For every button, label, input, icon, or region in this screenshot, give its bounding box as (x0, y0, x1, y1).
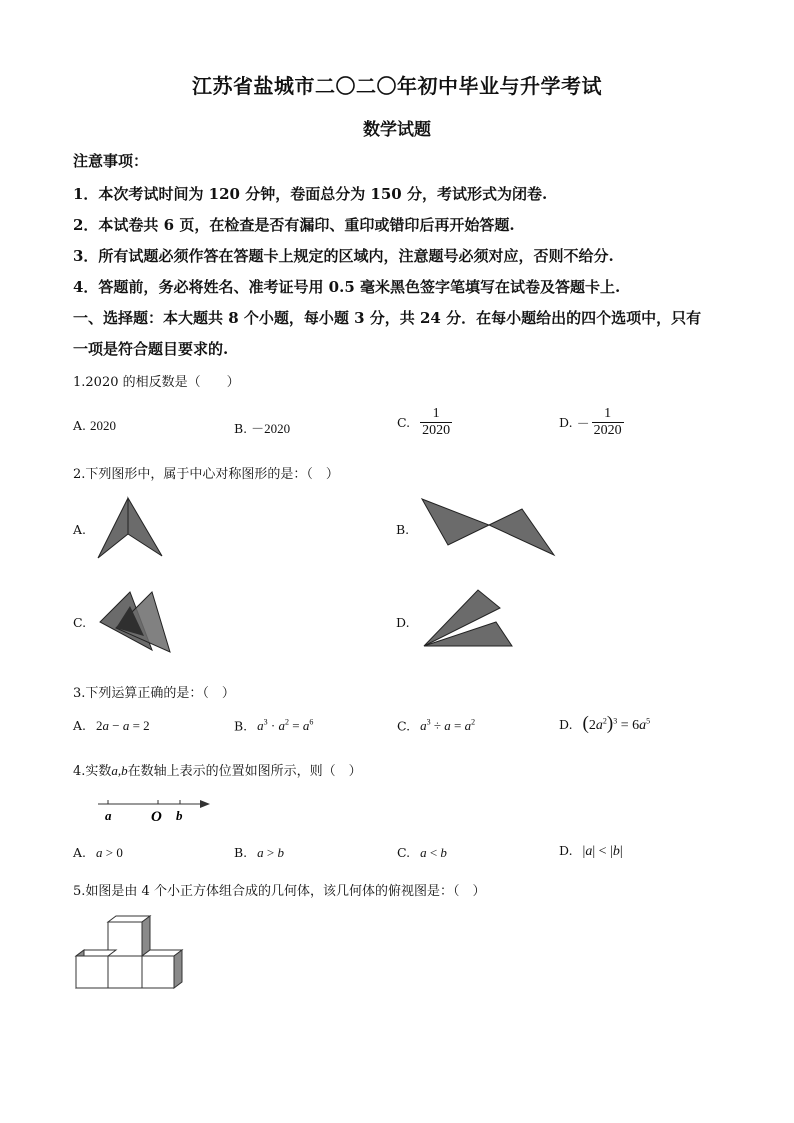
label-b: b (176, 808, 183, 823)
fraction (420, 406, 452, 439)
number-line (96, 796, 216, 826)
q4-option-c[interactable] (397, 845, 447, 861)
arrow-shape (128, 498, 162, 556)
option-math: 2a − a = 2 (96, 718, 150, 733)
q4-option-b[interactable] (234, 845, 284, 861)
option-text: －2020 (251, 421, 291, 436)
option-label: A. (73, 418, 87, 433)
note-item: 3．所有试题必须作答在答题卡上规定的区域内，注意题号必须对应，否则不给分. (73, 247, 614, 265)
exam-title: 江苏省盐城市二〇二〇年初中毕业与升学考试 (192, 74, 602, 98)
stem-suffix: 在数轴上表示的位置如图所示，则（ ） (127, 764, 362, 779)
q2-figure-b (420, 497, 558, 557)
option-math: a > 0 (96, 845, 123, 860)
option-math: $a^3 \cdot a^2 = a^6$ (257, 718, 314, 734)
q2-option-c-label[interactable]: C. (73, 615, 87, 630)
option-label: B. (234, 718, 248, 734)
option-label: B. (234, 845, 248, 860)
question-5-stem: 5.如图是由 4 个小正方体组合成的几何体，该几何体的俯视图是：（ ） (73, 884, 486, 899)
stem-prefix: 4.实数 (73, 764, 112, 779)
q1-option-a[interactable] (73, 418, 116, 434)
exam-subtitle: 数学试题 (363, 120, 431, 140)
q3-option-b[interactable] (234, 718, 313, 734)
q1-option-b[interactable] (234, 418, 290, 437)
q2-option-a-label[interactable]: A. (73, 522, 87, 537)
minus-sign: － (576, 416, 590, 431)
option-label: A. (73, 845, 87, 860)
option-math: $a^3 \div a = a^2$ (420, 718, 476, 734)
note-item: 4．答题前，务必将姓名、准考证号用 0.5 毫米黑色签字笔填写在试卷及答题卡上. (73, 278, 621, 296)
option-math: $(2a^2)^3 = 6a^5$ (582, 713, 651, 734)
q1-option-d[interactable] (559, 406, 624, 439)
option-label: B. (234, 421, 248, 436)
denominator: 2020 (593, 423, 622, 438)
arrow-shape (98, 498, 128, 558)
option-label: C. (397, 718, 411, 734)
option-label: D. (559, 717, 573, 732)
question-1-stem: 1.2020 的相反数是（ ） (73, 375, 240, 390)
label-a: a (105, 808, 112, 823)
q3-option-d[interactable] (559, 713, 650, 735)
option-text: 2020 (90, 418, 116, 433)
q5-cube-figure (74, 914, 186, 994)
q2-figure-a (96, 496, 166, 560)
stem-variables: a,b (111, 763, 128, 778)
option-label: A. (73, 718, 87, 733)
bowtie-left-triangle (422, 499, 489, 545)
q2-option-b-label[interactable]: B. (396, 522, 410, 537)
question-3-stem: 3.下列运算正确的是：（ ） (73, 686, 235, 701)
numerator: 1 (432, 406, 440, 421)
cube-front-face (142, 956, 174, 988)
question-2-stem: 2.下列图形中，属于中心对称图形的是：（ ） (73, 467, 339, 482)
question-4-stem (73, 760, 362, 779)
option-label: C. (397, 845, 411, 860)
option-math: a > b (257, 845, 284, 860)
section-heading-cont: 一项是符合题目要求的. (73, 340, 229, 358)
q2-figure-c (96, 590, 172, 654)
q2-option-d-label[interactable]: D. (396, 615, 410, 630)
option-label: C. (397, 415, 411, 430)
cube-front-face (108, 956, 142, 988)
note-item: 2．本试卷共 6 页，在检查是否有漏印、重印或错印后再开始答题. (73, 216, 515, 234)
fraction (592, 406, 624, 439)
q2-figure-d (420, 588, 520, 650)
q3-option-c[interactable] (397, 718, 475, 734)
section-heading: 一、选择题：本大题共 8 个小题，每小题 3 分，共 24 分．在每小题给出的四个选项中，只有 (73, 309, 702, 327)
option-label: D. (559, 415, 573, 430)
option-math: |a| < |b| (582, 844, 623, 859)
option-math: a < b (420, 845, 447, 860)
q4-option-d[interactable] (559, 843, 623, 860)
q4-option-a[interactable] (73, 845, 123, 861)
label-o: O (151, 809, 162, 825)
bowtie-right-triangle (489, 509, 554, 555)
notes-heading: 注意事项： (73, 152, 149, 170)
note-item: 1．本次考试时间为 120 分钟，卷面总分为 150 分，考试形式为闭卷. (73, 185, 548, 203)
cube-side-face (174, 950, 182, 988)
q3-option-a[interactable] (73, 718, 150, 734)
axis-arrow (200, 800, 210, 808)
denominator: 2020 (422, 423, 451, 438)
q1-option-c[interactable] (397, 406, 452, 439)
numerator: 1 (604, 406, 612, 421)
cube-front-face (76, 956, 108, 988)
option-label: D. (559, 843, 573, 858)
cube-side-face (142, 916, 150, 956)
